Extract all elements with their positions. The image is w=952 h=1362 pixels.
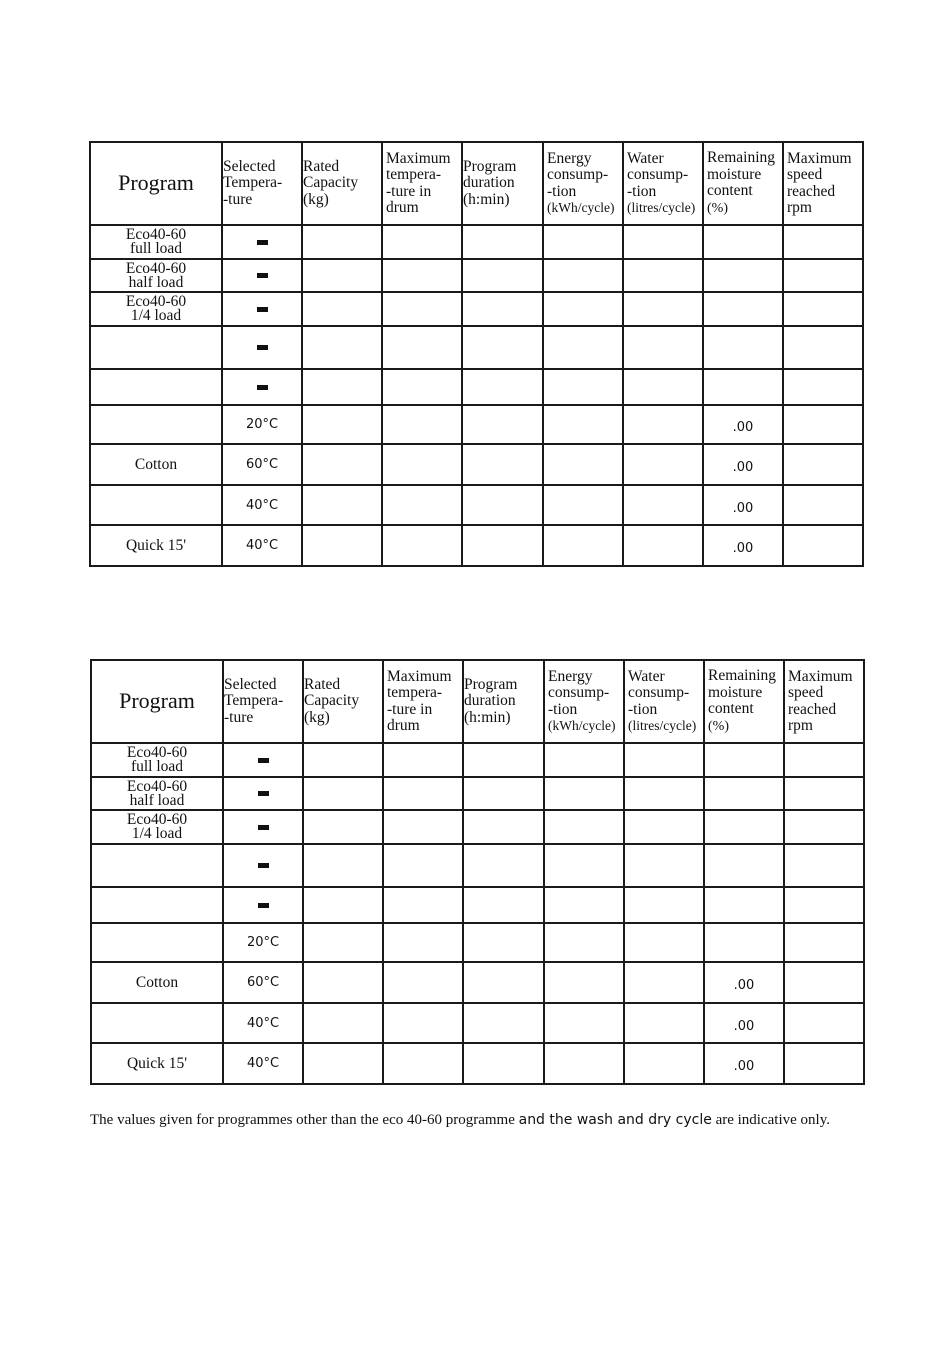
cell-max-speed [783, 369, 863, 405]
cell-program [91, 887, 223, 923]
cell-max-temperature [382, 444, 462, 485]
program-name-line: Eco40-60 [125, 226, 187, 243]
temperature-value: 20°C [246, 935, 280, 950]
header-remaining-moisture: Remaining moisture content (%) [703, 142, 783, 225]
cell-selected-temperature [223, 844, 303, 887]
program-name-line: full load [129, 240, 183, 257]
cell-selected-temperature [222, 369, 302, 405]
cell-program-duration [462, 259, 543, 292]
cell-max-speed [783, 259, 863, 292]
cell-selected-temperature [222, 444, 302, 485]
program-table-1 [89, 141, 864, 567]
cell-max-speed [784, 1003, 864, 1043]
cell-water-consumption [624, 1003, 704, 1043]
table-row [91, 777, 864, 810]
cell-water-consumption [623, 225, 703, 259]
cell-max-temperature [382, 369, 462, 405]
cell-water-consumption [623, 326, 703, 369]
dash-mark [258, 791, 269, 796]
cell-energy-consumption [544, 1003, 624, 1043]
cell-remaining-moisture [704, 1003, 784, 1043]
cell-selected-temperature [222, 326, 302, 369]
cell-rated-capacity [302, 292, 382, 326]
header-program: Program [91, 660, 223, 743]
cell-max-temperature [383, 962, 463, 1003]
temperature-value: 60°C [246, 975, 280, 990]
cell-program-duration [462, 485, 543, 525]
cell-rated-capacity [302, 444, 382, 485]
cell-program-duration [463, 743, 544, 777]
cell-max-temperature [383, 923, 463, 962]
cell-selected-temperature [223, 1003, 303, 1043]
cell-rated-capacity [303, 923, 383, 962]
cell-remaining-moisture [703, 525, 783, 566]
cell-program-duration [462, 225, 543, 259]
cell-remaining-moisture [704, 923, 784, 962]
table-row [90, 292, 863, 326]
cell-water-consumption [623, 369, 703, 405]
table-row [90, 369, 863, 405]
dash-mark [258, 758, 269, 763]
cell-selected-temperature [222, 225, 302, 259]
dash-mark [257, 273, 268, 278]
cell-energy-consumption [543, 369, 623, 405]
cell-max-speed [783, 525, 863, 566]
cell-energy-consumption [544, 844, 624, 887]
cell-energy-consumption [543, 444, 623, 485]
cell-rated-capacity [303, 887, 383, 923]
cell-remaining-moisture [703, 405, 783, 444]
header-selected-temperature: Selected Tempera- -ture [222, 142, 302, 225]
cell-max-speed [783, 326, 863, 369]
program-name-line: Eco40-60 [126, 777, 188, 795]
cell-program [90, 259, 222, 292]
temperature-value: 40°C [245, 538, 279, 553]
cell-program-duration [462, 405, 543, 444]
cell-program-duration [463, 923, 544, 962]
cell-max-temperature [382, 525, 462, 566]
cell-rated-capacity [303, 1043, 383, 1084]
cell-rated-capacity [302, 405, 382, 444]
cell-selected-temperature [222, 292, 302, 326]
cell-rated-capacity [303, 844, 383, 887]
header-rated-capacity: Rated Capacity (kg) [303, 660, 383, 743]
program-name-line: Cotton [135, 973, 179, 991]
header-max-temperature: Maximum tempera- -ture in drum [382, 142, 462, 225]
program-name-line: 1/4 load [130, 307, 182, 324]
cell-program [90, 525, 222, 566]
cell-program-duration [463, 777, 544, 810]
moisture-value: .00 [733, 978, 755, 993]
table-row [90, 326, 863, 369]
cell-program-duration [463, 962, 544, 1003]
program-name-line: Eco40-60 [126, 811, 188, 828]
cell-max-temperature [383, 1003, 463, 1043]
cell-energy-consumption [543, 485, 623, 525]
cell-water-consumption [624, 923, 704, 962]
cell-rated-capacity [303, 1003, 383, 1043]
cell-rated-capacity [303, 810, 383, 844]
cell-rated-capacity [302, 369, 382, 405]
cell-energy-consumption [544, 923, 624, 962]
cell-rated-capacity [302, 326, 382, 369]
cell-program [91, 923, 223, 962]
cell-program [91, 743, 223, 777]
cell-selected-temperature [222, 405, 302, 444]
cell-remaining-moisture [704, 810, 784, 844]
cell-remaining-moisture [703, 292, 783, 326]
cell-rated-capacity [302, 225, 382, 259]
header-selected-temperature: Selected Tempera- -ture [223, 660, 303, 743]
cell-water-consumption [623, 405, 703, 444]
table-body [90, 225, 863, 566]
cell-rated-capacity [302, 259, 382, 292]
cell-selected-temperature [223, 743, 303, 777]
cell-energy-consumption [544, 810, 624, 844]
cell-program-duration [463, 810, 544, 844]
cell-max-speed [783, 405, 863, 444]
table-row [90, 259, 863, 292]
header-program: Program [90, 142, 222, 225]
cell-water-consumption [624, 810, 704, 844]
cell-max-speed [783, 485, 863, 525]
cell-energy-consumption [544, 743, 624, 777]
cell-rated-capacity [303, 777, 383, 810]
cell-rated-capacity [303, 743, 383, 777]
cell-max-speed [784, 1043, 864, 1084]
cell-max-speed [783, 292, 863, 326]
cell-selected-temperature [223, 810, 303, 844]
cell-max-speed [784, 743, 864, 777]
cell-program [91, 1003, 223, 1043]
cell-remaining-moisture [703, 326, 783, 369]
cell-max-speed [784, 887, 864, 923]
program-name-line: Eco40-60 [126, 744, 188, 761]
cell-max-temperature [383, 810, 463, 844]
temperature-value: 40°C [245, 497, 279, 513]
cell-selected-temperature [223, 923, 303, 962]
dash-mark [258, 863, 269, 868]
header-max-speed: Maximum speed reached rpm [783, 142, 863, 225]
cell-max-temperature [383, 844, 463, 887]
cell-remaining-moisture [703, 444, 783, 485]
cell-energy-consumption [543, 405, 623, 444]
table-row [91, 923, 864, 962]
program-name-line: 1/4 load [131, 825, 183, 842]
cell-max-speed [783, 225, 863, 259]
header-row [90, 142, 863, 225]
cell-program [91, 777, 223, 810]
footnote-part-3: are indicative only. [711, 1112, 830, 1128]
moisture-value: .00 [733, 1059, 755, 1074]
cell-water-consumption [624, 1043, 704, 1084]
cell-water-consumption [624, 844, 704, 887]
moisture-value: .00 [732, 541, 754, 556]
program-name-line: Eco40-60 [125, 259, 187, 277]
dash-mark [257, 345, 268, 350]
moisture-value: .00 [732, 460, 754, 475]
cell-water-consumption [624, 743, 704, 777]
table-row [91, 844, 864, 887]
cell-max-speed [784, 777, 864, 810]
program-name-line: Quick 15' [126, 1054, 188, 1072]
cell-energy-consumption [543, 225, 623, 259]
cell-program [91, 1043, 223, 1084]
table-row [91, 743, 864, 777]
cell-program [90, 485, 222, 525]
cell-program-duration [462, 525, 543, 566]
cell-energy-consumption [543, 525, 623, 566]
cell-energy-consumption [544, 777, 624, 810]
program-name-line: Eco40-60 [125, 293, 187, 310]
cell-water-consumption [624, 962, 704, 1003]
cell-remaining-moisture [703, 259, 783, 292]
program-name-line: Quick 15' [125, 536, 187, 554]
table-row [91, 1043, 864, 1084]
table-row [91, 1003, 864, 1043]
cell-program [91, 810, 223, 844]
cell-program [91, 844, 223, 887]
temperature-value: 40°C [246, 1015, 280, 1031]
cell-energy-consumption [543, 292, 623, 326]
table-row [91, 810, 864, 844]
table-row [90, 485, 863, 525]
temperature-value: 40°C [246, 1056, 280, 1071]
cell-program [90, 292, 222, 326]
dash-mark [257, 240, 268, 245]
cell-selected-temperature [222, 525, 302, 566]
cell-program [90, 225, 222, 259]
cell-max-speed [784, 810, 864, 844]
header-energy-consumption: Energy consump- -tion (kWh/cycle) [544, 660, 624, 743]
cell-program [90, 444, 222, 485]
header-max-temperature: Maximum tempera- -ture in drum [383, 660, 463, 743]
header-program-duration: Program duration (h:min) [463, 660, 544, 743]
cell-program [90, 405, 222, 444]
cell-water-consumption [623, 292, 703, 326]
cell-selected-temperature [223, 887, 303, 923]
cell-water-consumption [623, 525, 703, 566]
cell-max-temperature [382, 405, 462, 444]
cell-program-duration [462, 369, 543, 405]
dash-mark [257, 307, 268, 312]
cell-energy-consumption [544, 1043, 624, 1084]
temperature-value: 20°C [245, 417, 279, 432]
cell-max-temperature [382, 485, 462, 525]
cell-selected-temperature [223, 962, 303, 1003]
moisture-value: .00 [733, 1018, 755, 1034]
cell-rated-capacity [302, 525, 382, 566]
program-name-line: Cotton [134, 455, 178, 473]
cell-max-temperature [382, 225, 462, 259]
cell-program-duration [463, 1043, 544, 1084]
header-remaining-moisture: Remaining moisture content (%) [704, 660, 784, 743]
cell-program-duration [462, 326, 543, 369]
cell-remaining-moisture [704, 1043, 784, 1084]
table-row [91, 887, 864, 923]
cell-selected-temperature [223, 777, 303, 810]
cell-energy-consumption [543, 326, 623, 369]
footnote [90, 1112, 880, 1129]
header-program-duration: Program duration (h:min) [462, 142, 543, 225]
cell-program-duration [463, 1003, 544, 1043]
program-name-line: half load [129, 791, 185, 809]
cell-selected-temperature [223, 1043, 303, 1084]
cell-max-temperature [382, 326, 462, 369]
program-table-2 [90, 659, 865, 1085]
cell-max-temperature [383, 777, 463, 810]
cell-water-consumption [623, 259, 703, 292]
table-row [90, 525, 863, 566]
header-energy-consumption: Energy consump- -tion (kWh/cycle) [543, 142, 623, 225]
cell-remaining-moisture [704, 962, 784, 1003]
cell-max-temperature [383, 1043, 463, 1084]
program-name-line: full load [130, 758, 184, 775]
moisture-value: .00 [732, 500, 754, 516]
cell-max-speed [784, 923, 864, 962]
cell-program-duration [463, 844, 544, 887]
footnote-part-1: The values given for programmes other than the eco 40-60 programme [90, 1112, 519, 1128]
program-name-line: half load [128, 273, 184, 291]
footnote-part-2: and the wash and dry cycle [518, 1112, 712, 1128]
header-max-speed: Maximum speed reached rpm [784, 660, 864, 743]
table-row [90, 405, 863, 444]
cell-max-temperature [382, 292, 462, 326]
cell-program [90, 326, 222, 369]
cell-remaining-moisture [704, 777, 784, 810]
cell-water-consumption [623, 485, 703, 525]
cell-water-consumption [624, 777, 704, 810]
header-rated-capacity: Rated Capacity (kg) [302, 142, 382, 225]
header-water-consumption: Water consump- -tion (litres/cycle) [623, 142, 703, 225]
cell-energy-consumption [544, 962, 624, 1003]
cell-remaining-moisture [704, 887, 784, 923]
table-row [90, 225, 863, 259]
dash-mark [258, 903, 269, 908]
table-body [91, 743, 864, 1084]
cell-max-speed [783, 444, 863, 485]
cell-energy-consumption [543, 259, 623, 292]
cell-remaining-moisture [704, 743, 784, 777]
cell-energy-consumption [544, 887, 624, 923]
cell-program-duration [463, 887, 544, 923]
cell-max-speed [784, 844, 864, 887]
cell-max-temperature [383, 887, 463, 923]
dash-mark [257, 385, 268, 390]
cell-rated-capacity [303, 962, 383, 1003]
cell-program [91, 962, 223, 1003]
cell-max-temperature [383, 743, 463, 777]
header-row [91, 660, 864, 743]
cell-program [90, 369, 222, 405]
cell-remaining-moisture [704, 844, 784, 887]
cell-max-temperature [382, 259, 462, 292]
cell-water-consumption [624, 887, 704, 923]
cell-remaining-moisture [703, 369, 783, 405]
cell-rated-capacity [302, 485, 382, 525]
cell-program-duration [462, 444, 543, 485]
cell-water-consumption [623, 444, 703, 485]
table-row [90, 444, 863, 485]
cell-program-duration [462, 292, 543, 326]
temperature-value: 60°C [245, 457, 279, 472]
cell-selected-temperature [222, 485, 302, 525]
cell-remaining-moisture [703, 225, 783, 259]
cell-max-speed [784, 962, 864, 1003]
moisture-value: .00 [732, 420, 754, 435]
dash-mark [258, 825, 269, 830]
cell-remaining-moisture [703, 485, 783, 525]
header-water-consumption: Water consump- -tion (litres/cycle) [624, 660, 704, 743]
cell-selected-temperature [222, 259, 302, 292]
table-row [91, 962, 864, 1003]
